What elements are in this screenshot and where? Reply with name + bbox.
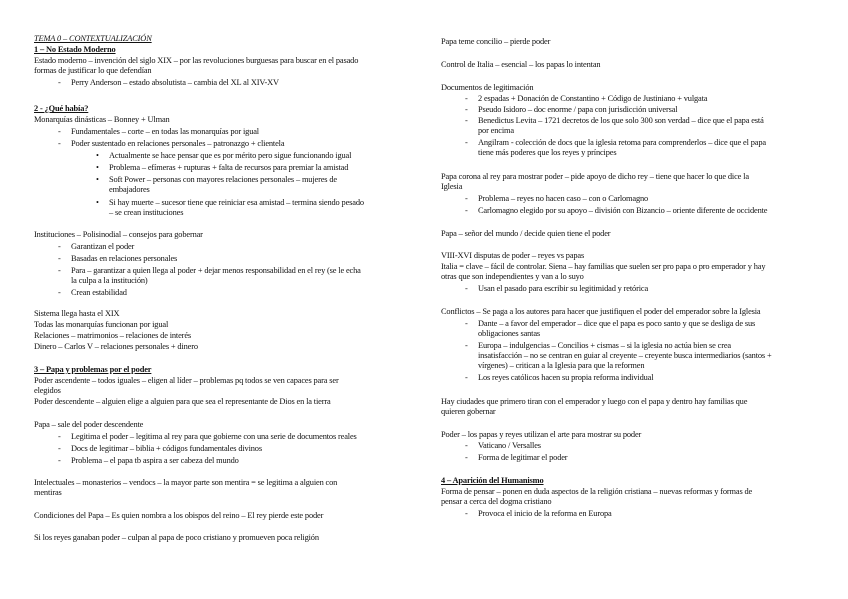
list-item: - 2 espadas + Donación de Constantino + Código de Justiniano + vulgata xyxy=(465,94,708,103)
text-line: Documentos de legitimación xyxy=(441,83,534,92)
text-line: elegidos xyxy=(34,386,61,395)
list-item: - Garantizan el poder xyxy=(58,242,135,251)
text-line: Estado moderno – invención del siglo XIX – por las revoluciones burguesas para buscar en el pasado xyxy=(34,56,359,65)
text-line: Forma de pensar – ponen en duda aspectos de la religión cristiana – nuevas reformas y formas de xyxy=(441,487,753,496)
list-item: - Problema – reyes no hacen caso – con o Carlomagno xyxy=(465,194,649,203)
text-line: Conflictos – Se paga a los autores para hacer que justifiquen el poder del emperador sobre la Iglesia xyxy=(441,307,761,316)
text-line: vírgenes) – critican a la Iglesia para que la reformen xyxy=(478,361,645,370)
text-line: Sistema llega hasta el XIX xyxy=(34,309,120,318)
list-item: - Docs de legitimar – biblia + códigos fundamentales divinos xyxy=(58,444,262,453)
text-line: Poder descendente – alguien elige a alguien para que sea el representante de Dios en la tierra xyxy=(34,397,331,406)
list-item: - Vaticano / Versalles xyxy=(465,441,541,450)
text-line: Control de Italia – esencial – los papas lo intentan xyxy=(441,60,601,69)
list-item: • Problema – efímeras + rupturas + falta de recursos para premiar la amistad xyxy=(96,163,349,172)
list-item: - Provoca el inicio de la reforma en Europa xyxy=(465,509,612,518)
text-line: Iglesia xyxy=(441,182,463,191)
text-line: Si los reyes ganaban poder – culpan al papa de poco cristiano y promueven poca religión xyxy=(34,533,319,542)
text-line: Hay ciudades que primero tiran con el emperador y luego con el papa y dentro hay familias que xyxy=(441,397,748,406)
section-1-heading: 1 – No Estado Moderno xyxy=(34,45,116,54)
list-item: - Benedictus Levita – 1721 decretos de los que solo 300 son verdad – dice que el papa está xyxy=(465,116,764,125)
list-item: - Usan el pasado para escribir su legitimidad y retórica xyxy=(465,284,649,293)
list-item: - Para – garantizar a quien llega al poder + dejar menos responsabilidad en el rey (se le echa xyxy=(58,266,361,275)
list-item: - Europa – indulgencias – Concilios + cismas – si la iglesia no actúa bien se crea xyxy=(465,341,731,350)
text-line: formas de justificar lo que defendían xyxy=(34,66,152,75)
text-line: mentiras xyxy=(34,488,62,497)
list-item: - Problema – el papa tb aspira a ser cabeza del mundo xyxy=(58,456,239,465)
text-line: obligaciones santas xyxy=(478,329,541,338)
text-line: Dinero – Carlos V – relaciones personales + dinero xyxy=(34,342,198,351)
list-item: - Dante – a favor del emperador – dice que el papa es poco santo y que se desliga de sus xyxy=(465,319,756,328)
text-line: – se crean instituciones xyxy=(109,208,184,217)
document-title: TEMA 0 – CONTEXTUALIZACIÓN xyxy=(34,34,152,43)
list-item: - Carlomagno elegido por su apoyo – división con Bizancio – oriente diferente de occidente xyxy=(465,206,768,215)
text-line: Instituciones – Polisinodial – consejos para gobernar xyxy=(34,230,203,239)
text-line: insatisfacción – no se centran en guiar al creyente – creyente busca intermediarios (santos + xyxy=(478,351,772,360)
list-item: - Angilram - colección de docs que la iglesia retoma para comprenderlos – dice que el papa xyxy=(465,138,766,147)
text-line: la culpa a la institución) xyxy=(71,276,148,285)
text-line: otras que son independientes y van a lo suyo xyxy=(441,272,584,281)
section-2-heading: 2 - ¿Qué había? xyxy=(34,104,89,113)
text-line: Monarquías dinásticas – Bonney + Ulman xyxy=(34,115,170,124)
text-line: Poder – los papas y reyes utilizan el arte para mostrar su poder xyxy=(441,430,642,439)
list-item: - Perry Anderson – estado absolutista – cambia del XL al XIV-XV xyxy=(58,78,279,87)
text-line: Intelectuales – monasterios – vendocs – la mayor parte son mentira = se legitima a alguien con xyxy=(34,478,338,487)
text-line: Papa – señor del mundo / decide quien tiene el poder xyxy=(441,229,611,238)
list-item: - Crean estabilidad xyxy=(58,288,127,297)
text-line: Papa – sale del poder descendente xyxy=(34,420,144,429)
text-line: Todas las monarquías funcionan por igual xyxy=(34,320,169,329)
list-item: • Soft Power – personas con mayores relaciones personales – mujeres de xyxy=(96,175,337,184)
text-line: embajadores xyxy=(109,185,150,194)
section-3-heading: 3 – Papa y problemas por el poder xyxy=(34,365,152,374)
text-line: Condiciones del Papa – Es quien nombra a los obispos del reino – El rey pierde este poder xyxy=(34,511,324,520)
list-item: - Fundamentales – corte – en todas las monarquías por igual xyxy=(58,127,259,136)
list-item: • Si hay muerte – sucesor tiene que reiniciar esa amistad – termina siendo pesado xyxy=(96,198,364,207)
text-line: Italia = clave – fácil de controlar. Siena – hay familias que suelen ser pro papa o pro emperador y hay xyxy=(441,262,766,271)
text-line: Relaciones – matrimonios – relaciones de interés xyxy=(34,331,191,340)
text-line: por encima xyxy=(478,126,514,135)
text-line: Papa teme concilio – pierde poder xyxy=(441,37,551,46)
list-item: - Basadas en relaciones personales xyxy=(58,254,178,263)
section-4-heading: 4 – Aparición del Humanismo xyxy=(441,476,544,485)
text-line: tiene más poderes que los reyes y príncipes xyxy=(478,148,617,157)
text-line: quieren gobernar xyxy=(441,407,496,416)
text-line: Papa corona al rey para mostrar poder – pide apoyo de dicho rey – tiene que hacer lo que dice la xyxy=(441,172,749,181)
list-item: - Poder sustentado en relaciones personales – patronazgo + clientela xyxy=(58,139,285,148)
list-item: - Los reyes católicos hacen su propia reforma individual xyxy=(465,373,654,382)
list-item: - Forma de legitimar el poder xyxy=(465,453,568,462)
list-item: - Pseudo Isidoro – doc enorme / papa con jurisdicción universal xyxy=(465,105,678,114)
text-line: VIII-XVI disputas de poder – reyes vs papas xyxy=(441,251,585,260)
text-line: Poder ascendente – todos iguales – eligen al líder – problemas pq todos se ven capaces para ser xyxy=(34,376,339,385)
list-item: • Actualmente se hace pensar que es por mérito pero sigue funcionando igual xyxy=(96,151,352,160)
text-line: pensar a cerca del dogma cristiano xyxy=(441,497,552,506)
list-item: - Legitima el poder – legitima al rey para que gobierne con una serie de documentos reales xyxy=(58,432,357,441)
